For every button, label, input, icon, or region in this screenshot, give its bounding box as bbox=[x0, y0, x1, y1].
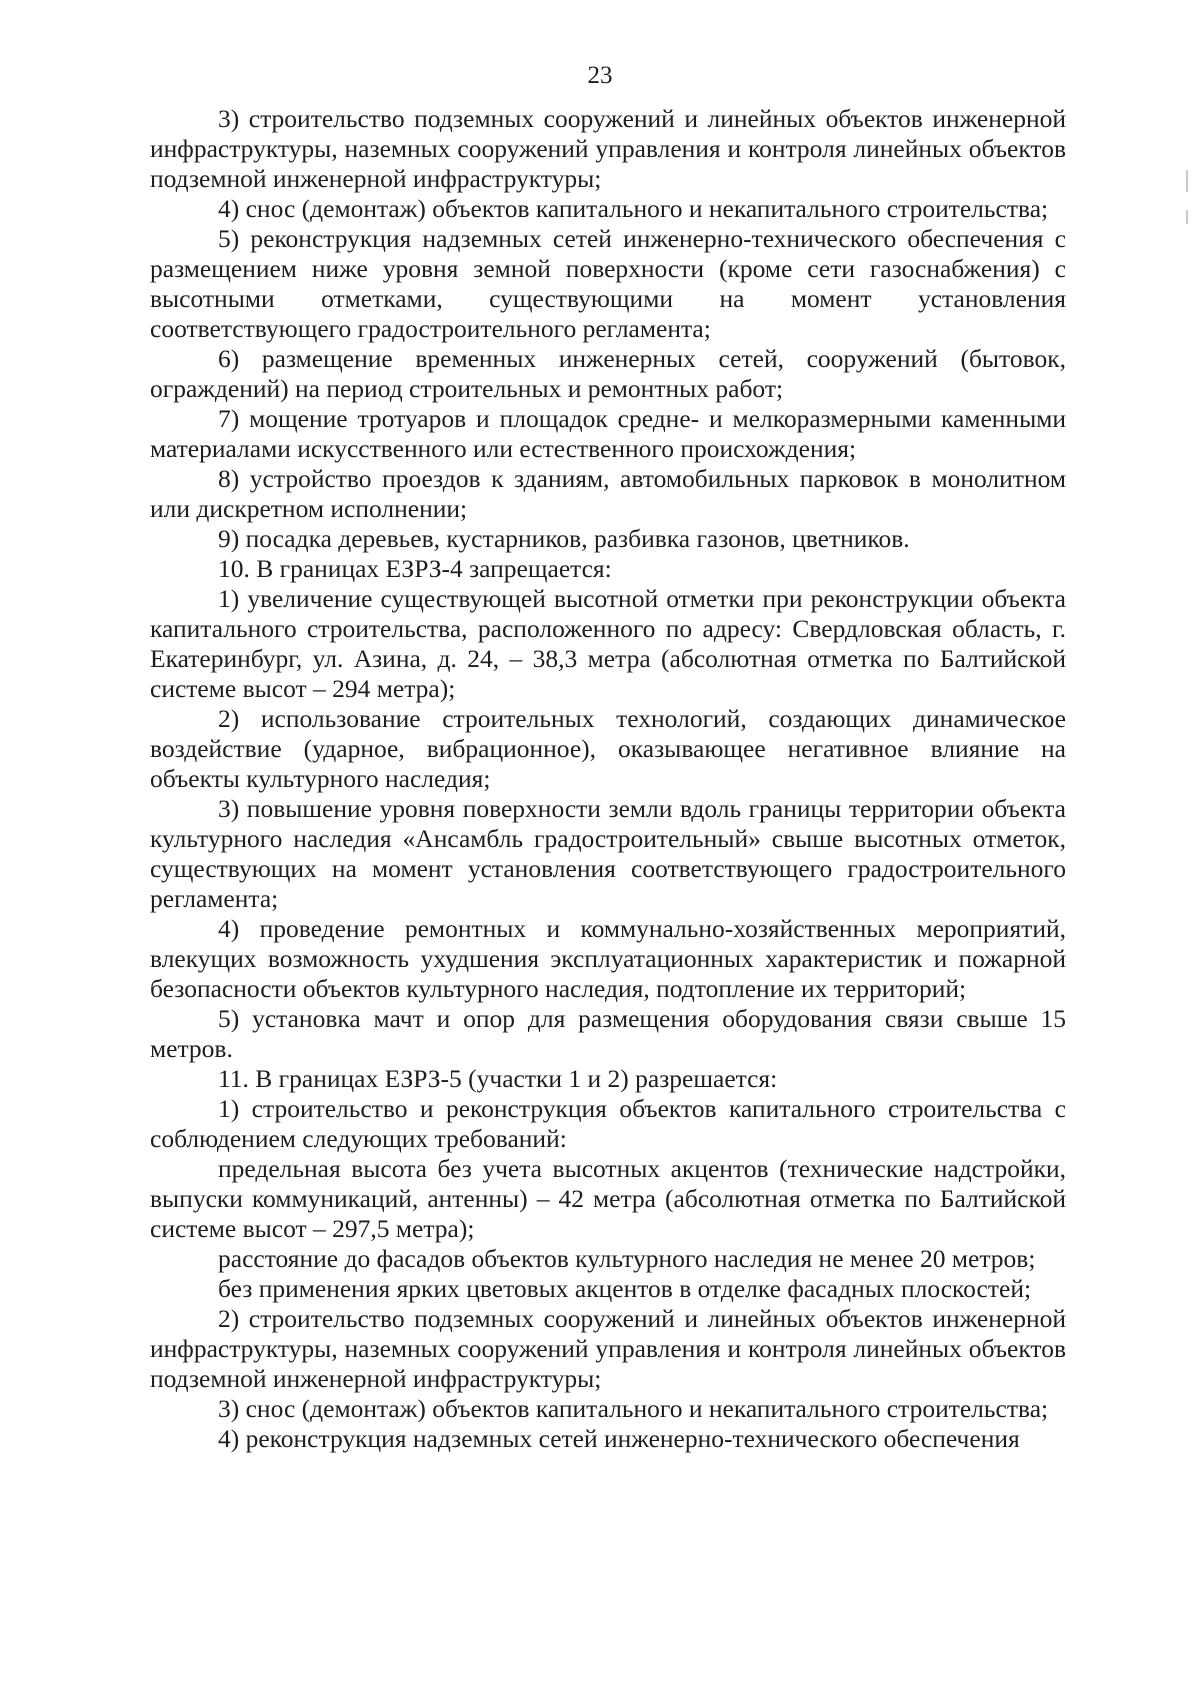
paragraph: 4) проведение ремонтных и коммунально-хозяйственных мероприятий, влекущих возможность ухудшения эксплуатационных характеристик и пожарной безопасности объектов культурного наследия, подтопление их территорий; bbox=[150, 914, 1066, 1003]
paragraph: 3) снос (демонтаж) объектов капитального и некапитального строительства; bbox=[218, 1394, 1049, 1423]
paragraph: 5) установка мачт и опор для размещения оборудования связи свыше 15 метров. bbox=[150, 1004, 1066, 1063]
scan-artifact bbox=[1186, 170, 1188, 192]
paragraph: 6) размещение временных инженерных сетей, сооружений (бытовок, ограждений) на период строительных и ремонтных работ; bbox=[150, 344, 1066, 403]
paragraph: 3) строительство подземных сооружений и линейных объектов инженерной инфраструктуры, наземных сооружений управления и контроля линейных объектов подземной инженерной инфраструктуры; bbox=[150, 104, 1066, 193]
paragraph: 8) устройство проездов к зданиям, автомобильных парковок в монолитном или дискретном исполнении; bbox=[150, 464, 1066, 523]
paragraph: 5) реконструкция надземных сетей инженерно-технического обеспечения с размещением ниже уровня земной поверхности (кроме сети газоснабжения) с высотными отметками, существующими на момент установления соответствующего градостроительного регламента; bbox=[150, 224, 1066, 343]
paragraph: 2) использование строительных технологий, создающих динамическое воздействие (ударное, вибрационное), оказывающее негативное влияние на объекты культурного наследия; bbox=[150, 704, 1066, 793]
paragraph: 4) реконструкция надземных сетей инженерно-технического обеспечения bbox=[218, 1424, 1020, 1453]
body-text bbox=[150, 104, 1066, 1454]
paragraph: 1) строительство и реконструкция объектов капитального строительства с соблюдением следующих требований: bbox=[150, 1094, 1066, 1153]
paragraph: расстояние до фасадов объектов культурного наследия не менее 20 метров; bbox=[218, 1244, 1036, 1273]
paragraph: 9) посадка деревьев, кустарников, разбивка газонов, цветников. bbox=[218, 524, 910, 553]
paragraph: без применения ярких цветовых акцентов в отделке фасадных плоскостей; bbox=[218, 1274, 1032, 1303]
paragraph: 2) строительство подземных сооружений и линейных объектов инженерной инфраструктуры, наземных сооружений управления и контроля линейных объектов подземной инженерной инфраструктуры; bbox=[150, 1304, 1066, 1393]
paragraph: 4) снос (демонтаж) объектов капитального и некапитального строительства; bbox=[218, 194, 1049, 223]
paragraph: предельная высота без учета высотных акцентов (технические надстройки, выпуски коммуникаций, антенны) – 42 метра (абсолютная отметка по Балтийской системе высот – 297,5 метра); bbox=[150, 1154, 1066, 1243]
paragraph: 10. В границах ЕЗРЗ-4 запрещается: bbox=[218, 554, 612, 583]
page-number: 23 bbox=[587, 62, 613, 89]
scan-artifact bbox=[1186, 210, 1188, 224]
paragraph: 3) повышение уровня поверхности земли вдоль границы территории объекта культурного наследия «Ансамбль градостроительный» свыше высотных отметок, существующих на момент установления соответствующего градостроительного регламента; bbox=[150, 794, 1066, 913]
paragraph: 1) увеличение существующей высотной отметки при реконструкции объекта капитального строительства, расположенного по адресу: Свердловская область, г. Екатеринбург, ул. Азина, д. 24, – 38,3 метра (абсолютная отметка по Балтийской системе высот – 294 метра); bbox=[150, 584, 1066, 703]
paragraph: 7) мощение тротуаров и площадок средне- и мелкоразмерными каменными материалами искусственного или естественного происхождения; bbox=[150, 404, 1066, 463]
paragraph: 11. В границах ЕЗРЗ-5 (участки 1 и 2) разрешается: bbox=[218, 1064, 778, 1093]
